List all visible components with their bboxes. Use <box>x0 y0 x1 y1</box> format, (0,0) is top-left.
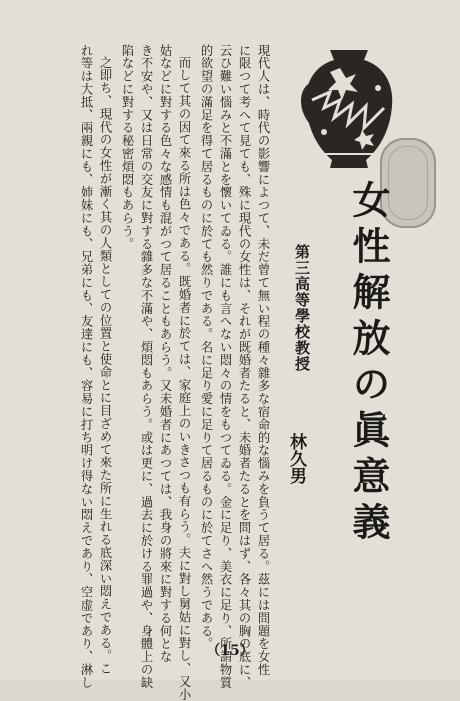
body-column-2: に限つて考へて見ても、殊に現代の女性は、それが既婚者たると、未婚者たるとを問はず、各々其の胸の底に、 <box>237 44 251 689</box>
author-affiliation: 第三高等學校教授 <box>293 244 311 372</box>
body-column-9: 之即ち、現代の女性が漸く其の人類としての位置と使命とに目ざめて來た所に生れる底深い悶えである。こ <box>98 56 112 676</box>
body-column-5: 而して其の因て來る所は色々である。既婚者に於ては、家庭上のいきさつも有らう。夫に對し舅姑に對し、又小 <box>177 56 191 701</box>
body-column-3: 云ひ難い惱みと不滿とを懷いてゐる。誰にも言へない悶々の情をもつてゐる。金に足り、美衣に足り、所謂物質 <box>218 44 232 689</box>
article-title: 女性解放の眞意義 <box>346 180 391 548</box>
body-column-7: き不安や、又は日常の交友に對する雜多な不滿や、煩悶もあらう。或は更に、過去に於ける罪過や、身體上の缺 <box>139 44 153 689</box>
body-column-4: 的欲望の滿足を得て居るものに於ても然りである。名に足り愛に足りて居るものに於てさへ然うである。 <box>199 44 213 651</box>
body-column-10: れ等は大抵、兩親にも、姉妹にも、兄弟にも、友達にも、容易に打ち明け得ない悶えであり、空虚であり、淋し <box>79 44 93 689</box>
body-column-6: 姑などに對する色々な感情も混がつて居ることもあらう。又未婚者にあつては、我身の將來に對する何とな <box>158 44 172 664</box>
body-column-8: 陷などに對する秘密煩悶もあらう。 <box>120 44 134 251</box>
library-stamp-inner <box>388 146 428 220</box>
page-number: （15） <box>206 643 254 659</box>
author-name: 林久男 <box>286 433 306 484</box>
body-column-1: 現代人は、時代の影響によつて、未だ曾て無い程の種々雜多な宿命的な惱みを負うて居る。茲には問題を女性 <box>256 44 270 677</box>
